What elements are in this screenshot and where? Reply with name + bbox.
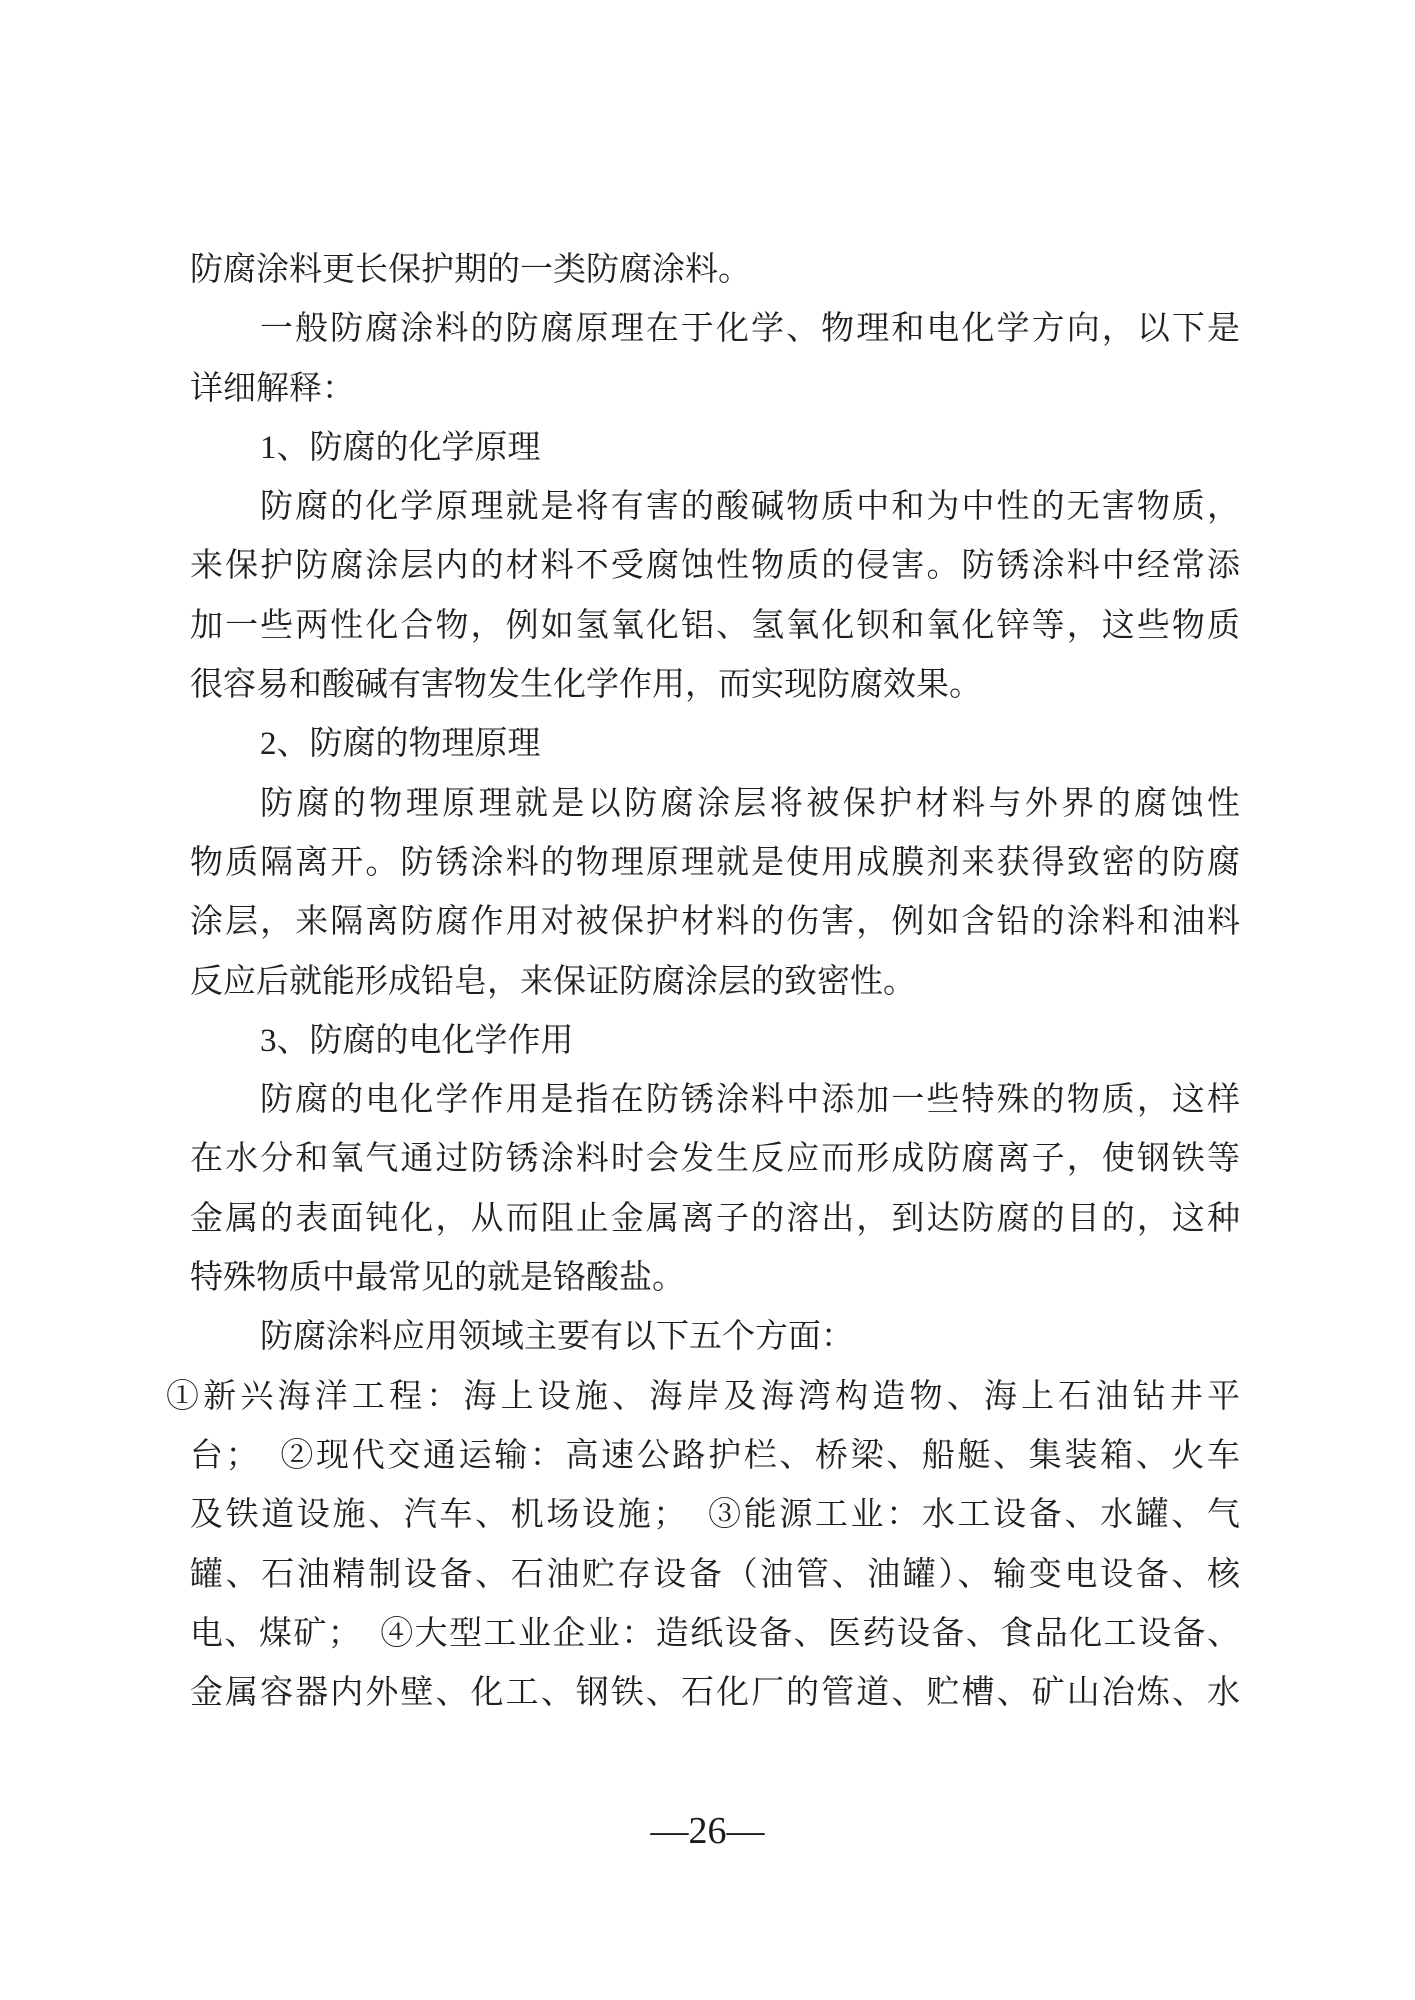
document-body xyxy=(166,241,1240,1723)
heading-line: 2、防腐的物理原理 xyxy=(260,726,541,763)
text-line: 涂层，来隔离防腐作用对被保护材料的伤害，例如含铅的涂料和油料 xyxy=(190,904,1240,941)
list-item-line: 电、煤矿； ④大型工业企业：造纸设备、医药设备、食品化工设备、 xyxy=(190,1615,1240,1652)
text-line: 很容易和酸碱有害物发生化学作用，而实现防腐效果。 xyxy=(190,667,982,704)
page-number: —26— xyxy=(650,1810,765,1852)
text-line: 一般防腐涂料的防腐原理在于化学、物理和电化学方向，以下是 xyxy=(260,311,1240,348)
text-line: 防腐涂料更长保护期的一类防腐涂料。 xyxy=(190,252,751,288)
text-line: 防腐的电化学作用是指在防锈涂料中添加一些特殊的物质，这样 xyxy=(260,1082,1240,1119)
text-line: 防腐的化学原理就是将有害的酸碱物质中和为中性的无害物质， xyxy=(260,489,1240,526)
list-item-line: 台； ②现代交通运输：高速公路护栏、桥梁、船艇、集装箱、火车 xyxy=(190,1437,1240,1474)
text-line: 来保护防腐涂层内的材料不受腐蚀性物质的侵害。防锈涂料中经常添 xyxy=(190,548,1240,585)
text-line: 防腐的物理原理就是以防腐涂层将被保护材料与外界的腐蚀性 xyxy=(260,785,1240,822)
list-item-line: 金属容器内外壁、化工、钢铁、石化厂的管道、贮槽、矿山冶炼、水 xyxy=(190,1675,1240,1712)
text-line: 在水分和氧气通过防锈涂料时会发生反应而形成防腐离子，使钢铁等 xyxy=(190,1141,1240,1178)
text-line: 详细解释： xyxy=(190,370,355,407)
text-line: 金属的表面钝化，从而阻止金属离子的溶出，到达防腐的目的，这种 xyxy=(190,1200,1240,1237)
text-line: 反应后就能形成铅皂，来保证防腐涂层的致密性。 xyxy=(190,963,916,1000)
text-line: 特殊物质中最常见的就是铬酸盐。 xyxy=(190,1260,685,1297)
list-item-line: ①新兴海洋工程：海上设施、海岸及海湾构造物、海上石油钻井平 xyxy=(166,1378,1240,1415)
heading-line: 1、防腐的化学原理 xyxy=(260,429,541,466)
list-item-line: 及铁道设施、汽车、机场设施； ③能源工业：水工设备、水罐、气 xyxy=(190,1497,1240,1534)
text-line: 物质隔离开。防锈涂料的物理原理就是使用成膜剂来获得致密的防腐 xyxy=(190,844,1240,881)
text-line: 防腐涂料应用领域主要有以下五个方面： xyxy=(260,1319,854,1356)
heading-line: 3、防腐的电化学作用 xyxy=(260,1022,574,1059)
text-line: 加一些两性化合物，例如氢氧化铝、氢氧化钡和氧化锌等，这些物质 xyxy=(190,607,1240,644)
list-item-line: 罐、石油精制设备、石油贮存设备（油管、油罐）、输变电设备、核 xyxy=(190,1556,1240,1593)
